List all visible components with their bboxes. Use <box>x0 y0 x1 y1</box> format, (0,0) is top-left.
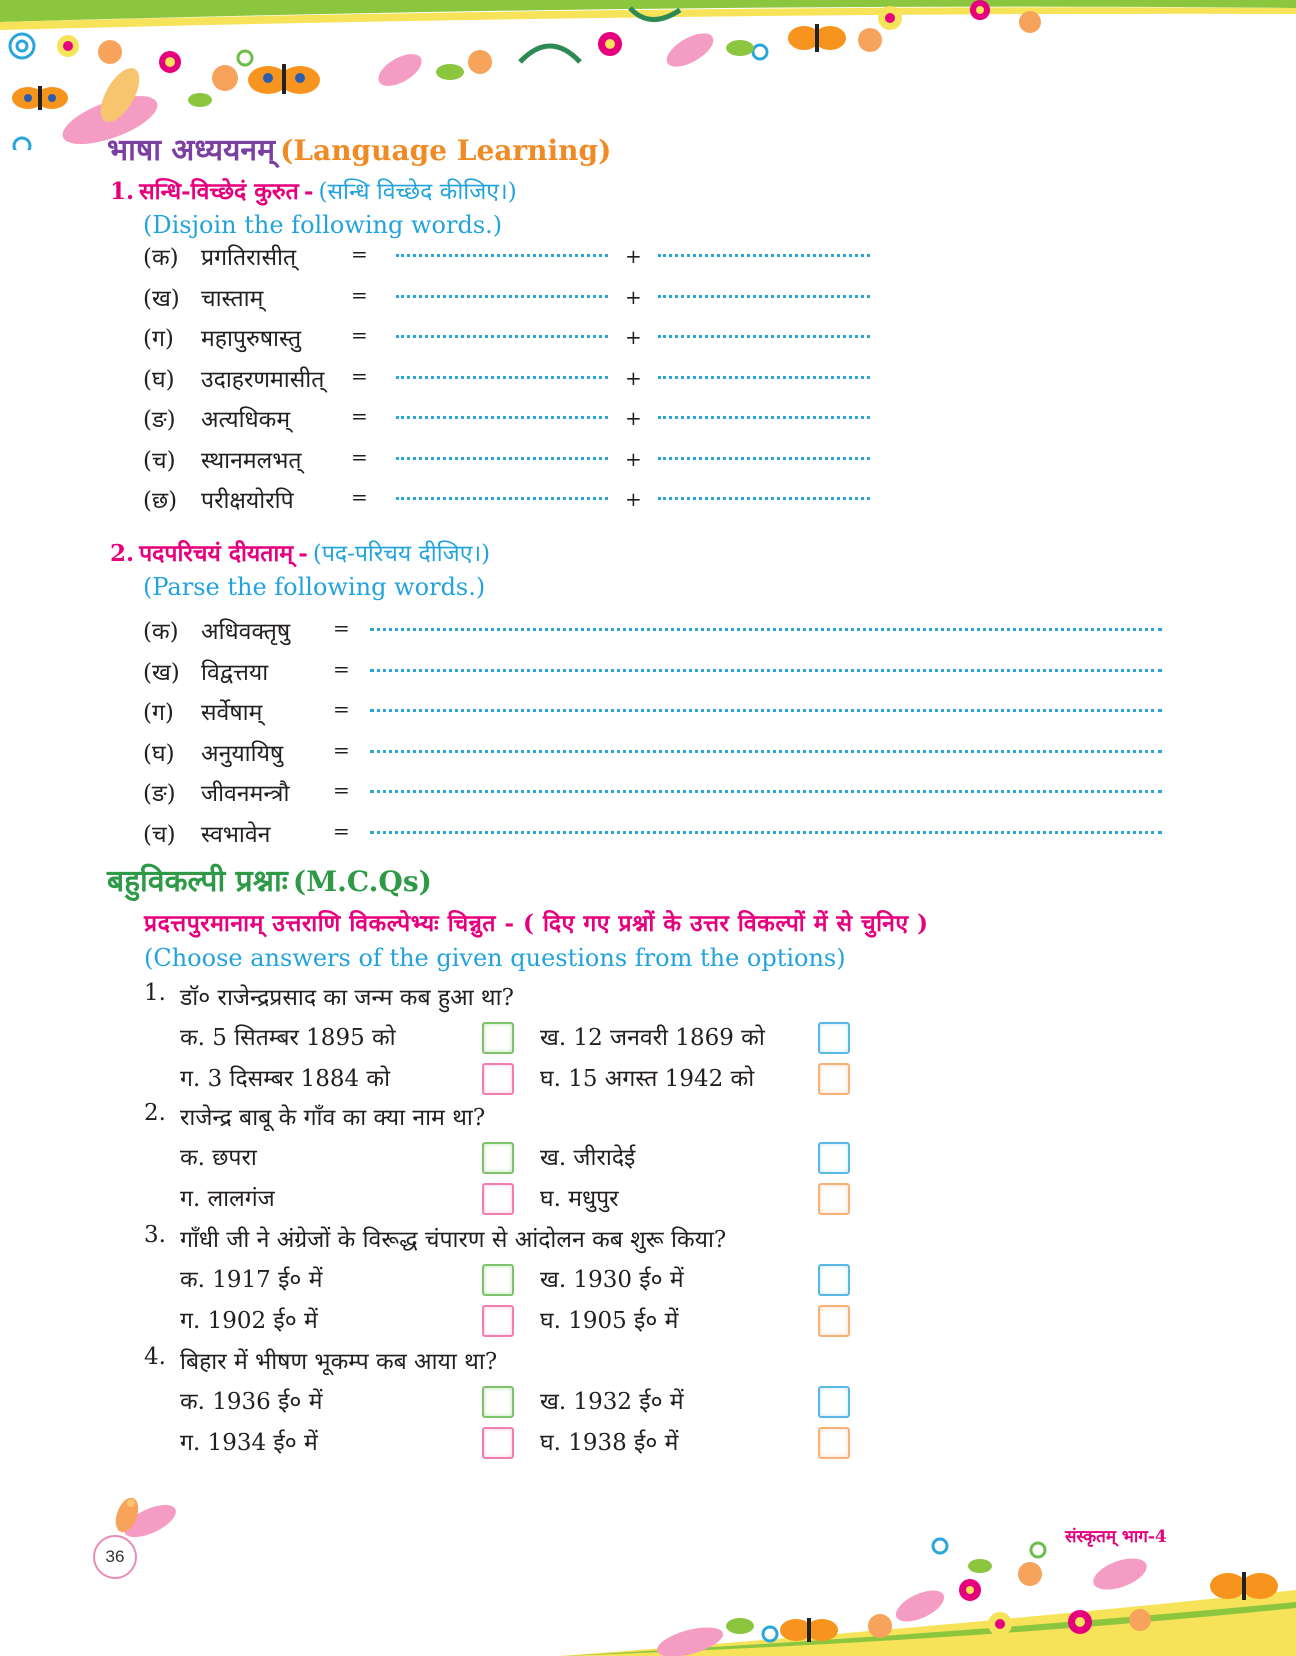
question-number: 1. <box>110 178 135 205</box>
equals-sign: = <box>333 778 350 802</box>
question-2-english: (Parse the following words.) <box>143 573 486 601</box>
mcq-instruction: प्रदत्तपुरमानाम् उत्तराणि विकल्पेभ्यः चिन्नुत - ( दिए गए प्रश्नों के उत्तर विकल्पों में से चुनिए ) <box>144 910 929 937</box>
option-c-checkbox[interactable] <box>482 1427 514 1459</box>
equals-sign: = <box>351 323 368 347</box>
equals-sign: = <box>351 363 368 388</box>
answer-blank[interactable] <box>658 254 870 257</box>
sandhi-row <box>143 281 883 317</box>
item-label: (घ) <box>143 740 175 767</box>
plus-sign: + <box>625 487 642 511</box>
answer-blank[interactable] <box>396 416 608 419</box>
item-label: (च) <box>143 821 176 848</box>
answer-blank[interactable] <box>396 457 608 460</box>
item-word: अनुयायिषु <box>201 740 284 767</box>
question-number: 3. <box>144 1222 166 1248</box>
equals-sign: = <box>333 737 350 762</box>
mcq-title <box>107 859 432 900</box>
option-d-checkbox[interactable] <box>818 1427 850 1459</box>
answer-blank[interactable] <box>658 416 870 419</box>
answer-blank[interactable] <box>396 254 608 257</box>
answer-blank[interactable] <box>396 497 608 500</box>
option-c-checkbox[interactable] <box>482 1063 514 1095</box>
answer-blank[interactable] <box>658 457 870 460</box>
parse-row <box>143 817 1163 853</box>
item-label: (ग) <box>143 326 174 352</box>
parse-row <box>143 695 1163 731</box>
question-2-heading <box>110 536 490 568</box>
option-a-checkbox[interactable] <box>482 1264 514 1296</box>
parse-row <box>143 736 1163 772</box>
item-label: (च) <box>143 447 176 474</box>
item-word: अधिवक्तृषु <box>201 619 291 645</box>
plus-sign: + <box>625 325 642 349</box>
option-d: घ. 1905 ई० में <box>540 1308 679 1334</box>
item-label: (ग) <box>143 700 174 726</box>
answer-blank[interactable] <box>658 295 870 298</box>
option-b-checkbox[interactable] <box>818 1386 850 1418</box>
answer-blank[interactable] <box>370 709 1162 712</box>
answer-blank[interactable] <box>658 376 870 379</box>
question-1-english: (Disjoin the following words.) <box>143 211 503 239</box>
sandhi-row <box>143 402 883 438</box>
answer-blank[interactable] <box>370 750 1162 753</box>
option-d: घ. 15 अगस्त 1942 को <box>540 1066 755 1092</box>
option-c-checkbox[interactable] <box>482 1305 514 1337</box>
option-a-checkbox[interactable] <box>482 1386 514 1418</box>
answer-blank[interactable] <box>370 831 1162 834</box>
item-word: सर्वेषाम् <box>201 700 263 726</box>
option-d: घ. 1938 ई० में <box>540 1430 679 1456</box>
sandhi-row <box>143 240 883 276</box>
item-label: (घ) <box>143 366 175 393</box>
butterfly-icon <box>248 64 320 94</box>
plus-sign: + <box>625 244 642 268</box>
option-b-checkbox[interactable] <box>818 1264 850 1296</box>
answer-blank[interactable] <box>658 497 870 500</box>
sandhi-row <box>143 483 883 519</box>
option-d-checkbox[interactable] <box>818 1063 850 1095</box>
plus-sign: + <box>625 365 642 390</box>
option-d-checkbox[interactable] <box>818 1183 850 1215</box>
equals-sign: = <box>351 444 368 469</box>
plus-sign: + <box>625 284 642 309</box>
item-label: (ख) <box>143 285 180 312</box>
item-word: प्रगतिरासीत् <box>201 245 297 271</box>
parse-row <box>143 614 1163 650</box>
sandhi-row <box>143 321 883 357</box>
question-number: 1. <box>144 980 166 1006</box>
question-number: 2. <box>110 540 135 567</box>
answer-blank[interactable] <box>396 295 608 298</box>
mcq-title-hindi: बहुविकल्पी प्रश्नाः <box>107 864 288 899</box>
option-b: ख. 12 जनवरी 1869 को <box>540 1025 765 1051</box>
question-heading-hindi: (सन्धि विच्छेद कीजिए।) <box>318 179 517 205</box>
option-b: ख. जीरादेई <box>540 1145 636 1171</box>
option-a: क. 5 सितम्बर 1895 को <box>180 1025 396 1051</box>
item-word: चास्ताम् <box>201 285 264 312</box>
answer-blank[interactable] <box>370 790 1162 793</box>
question-heading-sanskrit: सन्धि-विच्छेदं कुरुत <box>139 178 299 205</box>
option-d-checkbox[interactable] <box>818 1305 850 1337</box>
equals-sign: = <box>333 656 350 681</box>
equals-sign: = <box>333 697 350 721</box>
equals-sign: = <box>333 616 350 640</box>
equals-sign: = <box>351 242 368 266</box>
butterfly-icon <box>788 24 846 52</box>
parse-row <box>143 776 1163 812</box>
item-word: स्थानमलभत् <box>201 447 302 474</box>
book-title: संस्कृतम् भाग-4 <box>1065 1527 1167 1547</box>
answer-blank[interactable] <box>370 628 1162 631</box>
question-number: 4. <box>144 1344 166 1370</box>
question-heading-sanskrit: पदपरिचयं दीयताम् <box>139 540 294 567</box>
question-number: 2. <box>144 1100 166 1126</box>
item-label: (ङ) <box>143 781 176 807</box>
question-text: गाँधी जी ने अंग्रेजों के विरूद्ध चंपारण से आंदोलन कब शुरू किया? <box>180 1227 727 1253</box>
section-title-english: (Language Learning) <box>280 134 612 167</box>
option-a-checkbox[interactable] <box>482 1142 514 1174</box>
item-label: (छ) <box>143 488 178 514</box>
sandhi-row <box>143 362 883 398</box>
item-label: (ङ) <box>143 407 176 433</box>
item-word: उदाहरणमासीत् <box>201 366 325 393</box>
butterfly-icon <box>12 86 68 110</box>
option-c: ग. लालगंज <box>180 1186 275 1212</box>
item-label: (ख) <box>143 659 180 686</box>
answer-blank[interactable] <box>370 669 1162 672</box>
dash: - <box>303 178 314 205</box>
equals-sign: = <box>351 485 368 509</box>
item-word: जीवनमन्त्रौ <box>201 781 290 807</box>
plus-sign: + <box>625 406 642 430</box>
option-a-checkbox[interactable] <box>482 1022 514 1054</box>
answer-blank[interactable] <box>396 376 608 379</box>
option-d: घ. मधुपुर <box>540 1186 619 1212</box>
option-b-checkbox[interactable] <box>818 1142 850 1174</box>
option-c: ग. 3 दिसम्बर 1884 को <box>180 1066 391 1092</box>
option-c-checkbox[interactable] <box>482 1183 514 1215</box>
plus-sign: + <box>625 446 642 471</box>
equals-sign: = <box>333 818 350 843</box>
item-label: (क) <box>143 619 179 645</box>
question-heading-hindi: (पद-परिचय दीजिए।) <box>312 541 491 567</box>
answer-blank[interactable] <box>396 335 608 338</box>
option-a: क. 1917 ई० में <box>180 1267 323 1293</box>
section-title <box>107 128 611 169</box>
option-a: क. छपरा <box>180 1145 257 1171</box>
item-word: विद्वत्तया <box>201 659 269 686</box>
sandhi-row <box>143 443 883 479</box>
dash: - <box>298 540 308 567</box>
question-text: डॉ० राजेन्द्रप्रसाद का जन्म कब हुआ था? <box>180 985 514 1011</box>
option-a: क. 1936 ई० में <box>180 1389 323 1415</box>
option-c: ग. 1934 ई० में <box>180 1430 318 1456</box>
answer-blank[interactable] <box>658 335 870 338</box>
item-label: (क) <box>143 245 179 271</box>
item-word: स्वभावेन <box>201 821 271 848</box>
question-text: बिहार में भीषण भूकम्प कब आया था? <box>180 1349 498 1375</box>
mcq-instruction-english: (Choose answers of the given questions from the options) <box>144 944 846 972</box>
option-b: ख. 1930 ई० में <box>540 1267 684 1293</box>
question-1-heading <box>110 174 517 206</box>
item-word: परीक्षयोरपि <box>201 488 294 514</box>
bottom-decorative-border <box>560 1530 1296 1656</box>
section-title-hindi: भाषा अध्ययनम् <box>107 133 276 168</box>
leaf-icon <box>726 1559 992 1634</box>
item-word: अत्यधिकम् <box>201 407 291 433</box>
mcq-title-english: (M.C.Qs) <box>292 865 432 898</box>
question-text: राजेन्द्र बाबू के गाँव का क्या नाम था? <box>180 1105 486 1131</box>
option-b: ख. 1932 ई० में <box>540 1389 684 1415</box>
equals-sign: = <box>351 404 368 428</box>
item-word: महापुरुषास्तु <box>201 326 302 352</box>
option-c: ग. 1902 ई० में <box>180 1308 318 1334</box>
parse-row <box>143 655 1163 691</box>
option-b-checkbox[interactable] <box>818 1022 850 1054</box>
page-number: 36 <box>93 1535 137 1579</box>
equals-sign: = <box>351 282 368 307</box>
